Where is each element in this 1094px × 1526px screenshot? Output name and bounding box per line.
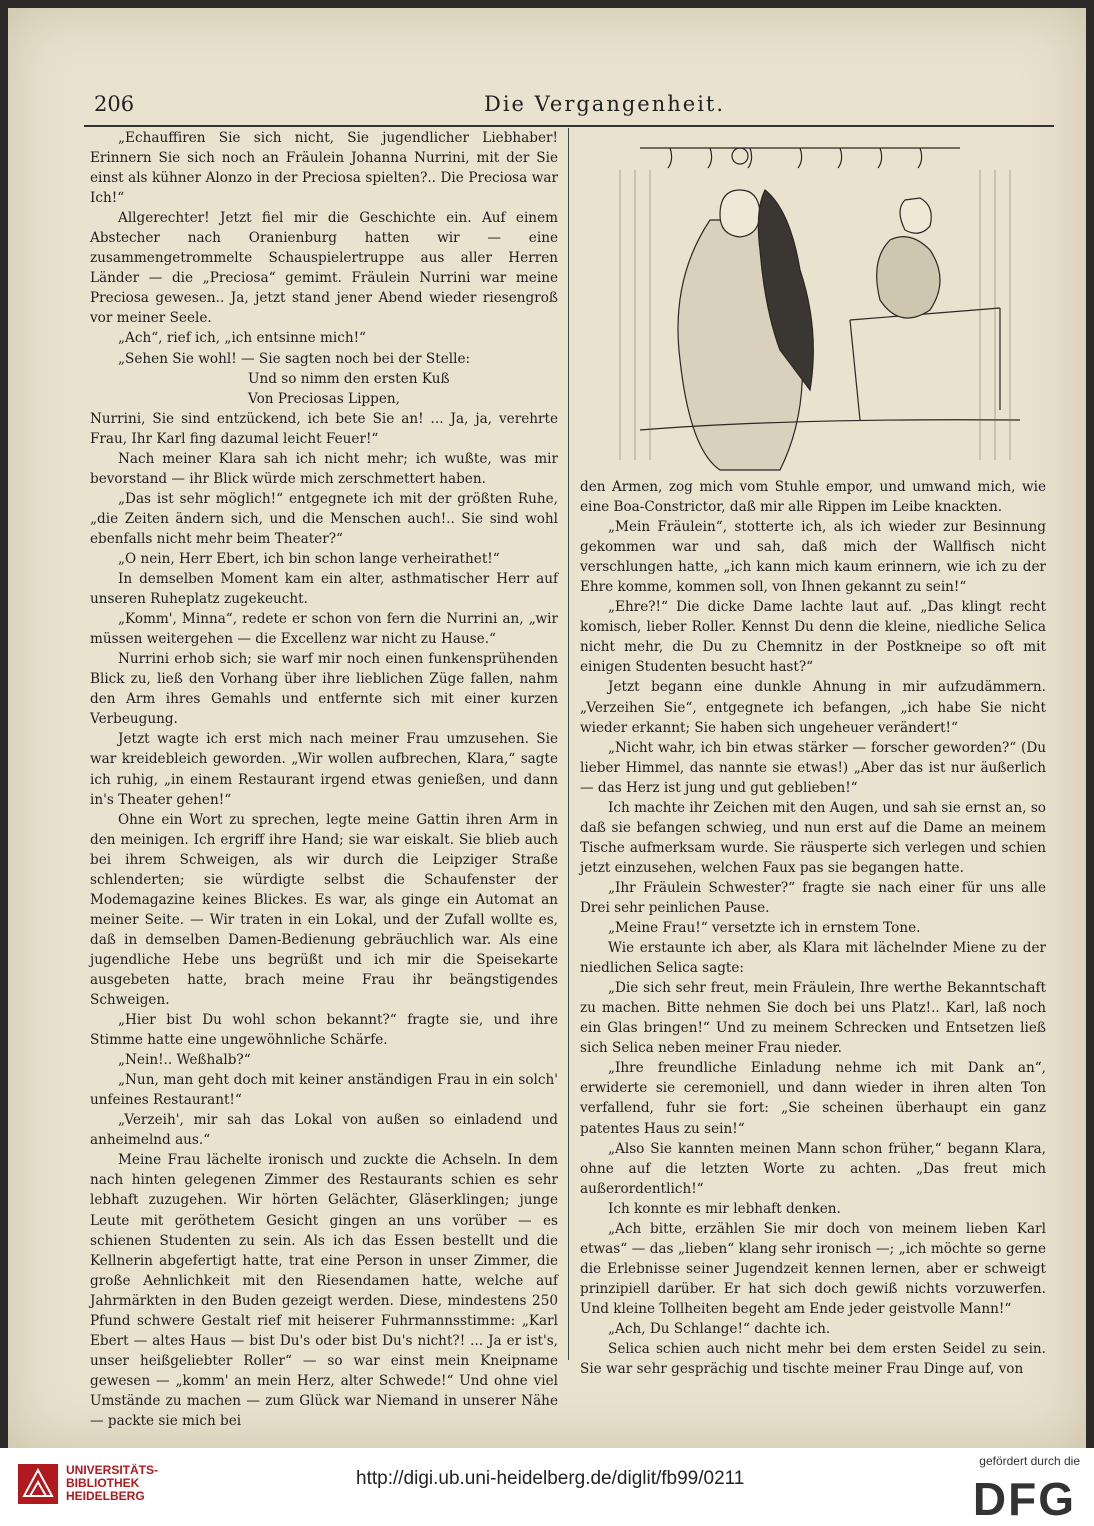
- verse-line: Von Preciosas Lippen,: [248, 390, 400, 407]
- university-seal-icon: [16, 1462, 60, 1506]
- paragraph: „Ehre?!“ Die dicke Dame lachte laut auf. „Das klingt recht komisch, lieber Roller. Kennst Du denn die kleine, niedliche Selica nicht mehr, die Du zu Chemnitz in der Postkneipe so oft mit einigen Studenten besucht hast?“: [580, 599, 1046, 676]
- verse-line: Und so nimm den ersten Kuß: [248, 370, 450, 387]
- paragraph: „Ach“, rief ich, „ich entsinne mich!“: [118, 330, 366, 347]
- institution-line: UNIVERSITÄTS-: [66, 1463, 159, 1477]
- right-column: [580, 477, 1046, 1379]
- institution-name: [66, 1464, 158, 1503]
- paragraph: „Nein!.. Weßhalb?“: [118, 1052, 251, 1069]
- paragraph: „Ach bitte, erzählen Sie mir doch von meinem lieben Karl etwas“ — das „lieben“ klang sehr ironisch —; „ich möchte so gerne die Erlebnisse seiner Jugendzeit kennen lernen, aber er schweigt prinzipiell darüber. Er hat sich doch gewiß nichts vorzuwerfen. Und kleine Tollheiten begeht am Ende jeder geistvolle Mann!“: [580, 1220, 1046, 1317]
- permalink-url[interactable]: http://digi.ub.uni-heidelberg.de/diglit/fb99/0211: [356, 1468, 745, 1489]
- paragraph: Nurrini, Sie sind entzückend, ich bete Sie an! ... Ja, ja, verehrte Frau, Ihr Karl fing dazumal leicht Feuer!“: [90, 410, 558, 447]
- paragraph: „O nein, Herr Ebert, ich bin schon lange verheirathet!“: [118, 550, 500, 567]
- left-column: [90, 128, 558, 1431]
- paragraph: den Armen, zog mich vom Stuhle empor, und umwand mich, wie eine Boa-Constrictor, daß mir alle Rippen im Leibe knackten.: [580, 479, 1046, 516]
- paragraph: Ohne ein Wort zu sprechen, legte meine Gattin ihren Arm in den meinigen. Ich ergriff ihre Hand; sie war eiskalt. Sie blieb auch bei ihrem Schweigen, als wir durch die Leipziger Straße schlenderten; sie würdigte selbst die Schaufenster der Modemagazine keines Blickes. Es war, als ginge ein Automat an meiner Seite. — Wir traten in ein Lokal, und der Zufall wollte es, daß in demselben Damen-Bedienung gebräuchlich war. Als eine jugendliche Hebe uns begrüßt und ich mir die Speisekarte ausgebeten hatte, brach meine Frau ihr beängstigendes Schweigen.: [90, 811, 558, 1009]
- paragraph: Allgerechter! Jetzt fiel mir die Geschichte ein. Auf einem Abstecher nach Oranienburg hatten wir — eine zusammengetrommelte Schauspielertruppe aus aller Herren Länder — die „Preciosa“ gemimt. Fräulein Nurrini war meine Preciosa gewesen.. Ja, jetzt stand jener Abend wieder riesengroß vor meiner Seele.: [90, 210, 558, 327]
- institution-line: BIBLIOTHEK: [66, 1476, 140, 1490]
- paragraph: Ich machte ihr Zeichen mit den Augen, und sah sie ernst an, so daß sie befangen schwieg, und nun erst auf die Dame an meinem Tische aufmerksam wurde. Sie räusperte sich verlegen und schien jetzt einzusehen, welchen Faux pas sie begangen hatte.: [580, 799, 1046, 876]
- paragraph: Wie erstaunte ich aber, als Klara mit lächelnder Miene zu der niedlichen Selica sagte:: [580, 940, 1046, 977]
- engraving-illustration: [600, 130, 1040, 474]
- institution-line: HEIDELBERG: [66, 1489, 145, 1503]
- paragraph: Nurrini erhob sich; sie warf mir noch einen funkensprühenden Blick zu, ließ den Vorhang über ihre lieblichen Züge fallen, nahm den Arm ihres Gemahls und entfernte sich mit einer kurzen Verbeugung.: [90, 651, 558, 728]
- column-divider: [568, 128, 569, 1360]
- paragraph: Ich konnte es mir lebhaft denken.: [608, 1200, 841, 1217]
- paragraph: „Meine Frau!“ versetzte ich in ernstem Tone.: [608, 920, 921, 937]
- page-header: [84, 92, 1054, 120]
- paragraph: „Mein Fräulein“, stotterte ich, als ich wieder zur Besinnung gekommen war und sah, daß mich der Wallfisch nicht verschlungen hatte, „ich kann mich kaum erinnern, wie ich zu der Ehre komme, kommen soll, von Ihnen gekannt zu sein!“: [580, 519, 1046, 596]
- dfg-logo: DFG: [972, 1473, 1076, 1525]
- paragraph: „Das ist sehr möglich!“ entgegnete ich mit der größten Ruhe, „die Zeiten ändern sich, und die Menschen auch!.. Sie sind wohl ebenfalls nicht mehr beim Theater?“: [90, 490, 558, 547]
- paragraph: „Ihre freundliche Einladung nehme ich mit Dank an“, erwiderte sie ceremoniell, und dann wieder in ihren alten Ton verfallend, fuhr sie fort: „Sie scheinen überhaupt ein ganz patentes Haus zu sein!“: [580, 1060, 1046, 1137]
- paragraph: Meine Frau lächelte ironisch und zuckte die Achseln. In dem nach hinten gelegenen Zimmer des Restaurants schien es sehr lebhaft zuzugehen. Wir hörten Gelächter, Gläserklingen; junge Leute mit geröthetem Gesicht gingen an uns vorüber — es schienen Studenten zu sein. Als ich das Essen bestellt und die Kellnerin abgefertigt hatte, trat eine Person in unser Zimmer, die große Aehnlichkeit mit den Riesendamen hatte, welche auf Jahrmärkten in den Buden gezeigt werden. Diese, mindestens 250 Pfund schwere Gestalt rief mit heiserer Fuhrmannsstimme: „Karl Ebert — altes Haus — bist Du's oder bist Du's nicht?! ... Ja er ist's, unser heißgeliebter Roller“ — so war einst mein Kneipname gewesen — „komm' an mein Herz, alter Schwede!“ Und ohne viel Umstände zu machen — zum Glück war Niemand in unserer Nähe — packte sie mich bei: [90, 1152, 558, 1429]
- paragraph: „Komm', Minna“, redete er schon von fern die Nurrini an, „wir müssen weitergehen — die Excellenz war nicht zu Hause.“: [90, 611, 558, 648]
- paragraph: „Die sich sehr freut, mein Fräulein, Ihre werthe Bekanntschaft zu machen. Bitte nehmen Sie doch bei uns Platz!.. Karl, laß noch ein Glas bringen!“ Und zu meinem Schrecken und Entsetzen ließ sich Selica neben meiner Frau nieder.: [580, 980, 1046, 1057]
- paragraph: Jetzt begann eine dunkle Ahnung in mir aufzudämmern. „Verzeihen Sie“, entgegnete ich befangen, „ich habe Sie nicht wieder erkannt; Sie haben sich ungeheuer verändert!“: [580, 679, 1046, 736]
- paragraph: „Nicht wahr, ich bin etwas stärker — forscher geworden?“ (Du lieber Himmel, das nannte sie etwas!) „Aber das ist nur äußerlich — das Herz ist jung und gut geblieben!“: [580, 739, 1046, 796]
- header-rule: [84, 125, 1054, 127]
- paragraph: Nach meiner Klara sah ich nicht mehr; ich wußte, was mir bevorstand — ihr Blick würde mich zerschmettert haben.: [90, 450, 558, 487]
- paragraph: „Echauffiren Sie sich nicht, Sie jugendlicher Liebhaber! Erinnern Sie sich noch an Fräulein Johanna Nurrini, mit der Sie einst als kühner Alonzo in der Preciosa spielten?.. Die Preciosa war Ich!“: [90, 130, 558, 207]
- paragraph: Selica schien auch nicht mehr bei dem ersten Seidel zu sein. Sie war sehr gesprächig und tischte meiner Frau Dinge auf, von: [580, 1341, 1046, 1378]
- paragraph: „Ihr Fräulein Schwester?“ fragte sie nach einer für uns alle Drei sehr peinlichen Pause.: [580, 879, 1046, 916]
- paragraph: Jetzt wagte ich erst mich nach meiner Frau umzusehen. Sie war kreidebleich geworden. „Wir wollen aufbrechen, Klara,“ sagte ich ruhig, „in einem Restaurant irgend etwas genießen, und dann in's Theater gehen!“: [90, 731, 558, 808]
- paragraph: „Verzeih', mir sah das Lokal von außen so einladend und anheimelnd aus.“: [90, 1112, 558, 1149]
- paragraph: „Sehen Sie wohl! — Sie sagten noch bei der Stelle:: [118, 350, 471, 367]
- paragraph: „Also Sie kannten meinen Mann schon früher,“ begann Klara, ohne auf die letzten Worte zu achten. „Das freut mich außerordentlich!“: [580, 1140, 1046, 1197]
- paragraph: „Hier bist Du wohl schon bekannt?“ fragte sie, und ihre Stimme hatte eine ungewöhnliche Schärfe.: [90, 1012, 558, 1049]
- page-number: 206: [94, 92, 135, 116]
- paragraph: In demselben Moment kam ein alter, asthmatischer Herr auf unseren Ruheplatz zugekeucht.: [90, 571, 558, 608]
- paragraph: „Nun, man geht doch mit keiner anständigen Frau in ein solch' unfeines Restaurant!“: [90, 1072, 558, 1109]
- footer-bar: [0, 1448, 1094, 1526]
- running-title: Die Vergangenheit.: [484, 92, 726, 116]
- funding-note: gefördert durch die: [979, 1454, 1080, 1468]
- paragraph: „Ach, Du Schlange!“ dachte ich.: [608, 1320, 831, 1337]
